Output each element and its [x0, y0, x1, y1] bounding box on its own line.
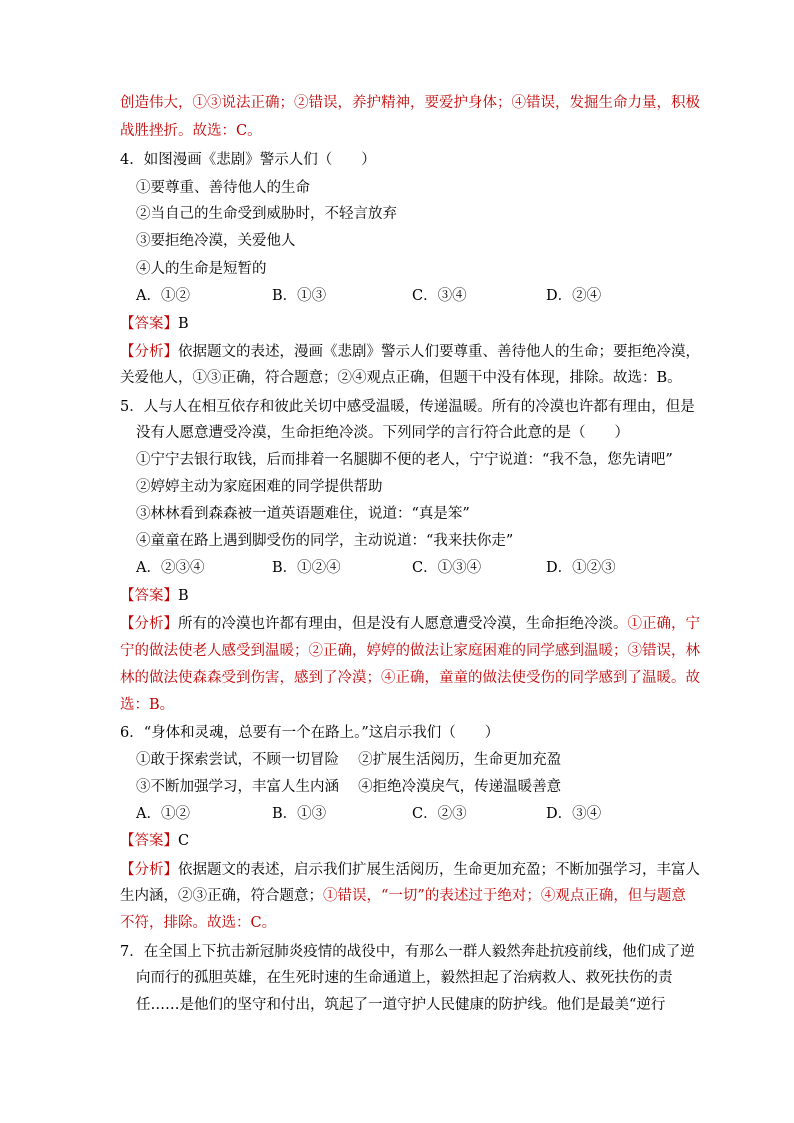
- body-text: 没有人愿意遭受冷漠，生命拒绝冷淡。下列同学的言行符合此意的是（ ）: [136, 425, 629, 441]
- analysis-text: 【分析】: [120, 616, 178, 632]
- answer-option: C．③④: [412, 288, 467, 304]
- answer-option: C．①③④: [412, 560, 482, 576]
- body-text: 7．在全国上下抗击新冠肺炎疫情的战役中，有那么一群人毅然奔赴抗疫前线，他们成了逆: [120, 944, 695, 960]
- body-text: ④人的生命是短暂的: [136, 261, 267, 277]
- analysis-text: 创造伟大，①③说法正确；②错误，养护精神，要爱护身体；④错误，发掘生命力量，积极: [120, 95, 700, 111]
- text-line: [136, 231, 296, 251]
- text-line: [136, 750, 561, 770]
- analysis-text: 【分析】: [120, 862, 178, 878]
- text-line: [120, 913, 276, 933]
- text-line: [120, 641, 700, 661]
- body-text: 关爱他人，①③正确，符合题意；②④观点正确，但题干中没有体现，排除。故选：B。: [120, 370, 682, 386]
- text-line: [120, 860, 700, 880]
- analysis-text: 选：B。: [120, 697, 175, 713]
- text-line: [136, 477, 383, 497]
- text-line: [120, 397, 695, 417]
- text-line: [136, 423, 629, 443]
- body-text: ③要拒绝冷漠，关爱他人: [136, 233, 296, 249]
- answer-option: A．①②: [136, 806, 190, 822]
- body-text: 依据题文的表述，启示我们扩展生活阅历，生命更加充盈；不断加强学习，丰富人: [178, 862, 700, 878]
- body-text: ④童童在路上遇到脚受伤的同学，主动说道：“我来扶你走”: [136, 533, 514, 549]
- text-line: [120, 368, 682, 388]
- text-line: [136, 259, 267, 279]
- analysis-text: ①正确，宁: [627, 616, 700, 632]
- text-line: [136, 777, 561, 797]
- body-text: ②婷婷主动为家庭困难的同学提供帮助: [136, 479, 383, 495]
- body-text: 依据题文的表述，漫画《悲剧》警示人们要尊重、善待他人的生命；要拒绝冷漠，: [178, 344, 700, 360]
- body-text: ③林林看到森森被一道英语题难住，说道：“真是笨”: [136, 506, 470, 522]
- body-text: ①敢于探索尝试，不顾一切冒险 ②扩展生活阅历，生命更加充盈: [136, 752, 562, 768]
- text-line: [136, 995, 665, 1015]
- body-text: 生内涵，②③正确，符合题意；: [120, 888, 323, 904]
- body-text: ②当自己的生命受到威胁时，不轻言放弃: [136, 206, 397, 222]
- text-line: [120, 695, 174, 715]
- answer-option: A．①②: [136, 288, 190, 304]
- text-line: [120, 93, 700, 113]
- answer-option: B．①③: [272, 806, 327, 822]
- text-line: [120, 723, 499, 743]
- answer-option: B．①③: [272, 288, 327, 304]
- analysis-text: 【分析】: [120, 344, 178, 360]
- body-text: ①要尊重、善待他人的生命: [136, 180, 310, 196]
- answer-option: A．②③④: [136, 560, 205, 576]
- body-text: 6．“身体和灵魂，总要有一个在路上。”这启示我们（ ）: [120, 725, 500, 741]
- body-text: 4．如图漫画《悲剧》警示人们（ ）: [120, 152, 376, 168]
- text-line: [136, 450, 673, 470]
- body-text: 向而行的孤胆英雄，在生死时速的生命通道上，毅然担起了治病救人、救死扶伤的责: [136, 970, 673, 986]
- body-text: C: [178, 833, 190, 849]
- body-text: 所有的冷漠也许都有理由，但是没有人愿意遭受冷漠，生命拒绝冷淡。: [178, 616, 628, 632]
- text-line: [120, 942, 695, 962]
- text-line: [120, 121, 262, 141]
- body-text: B: [178, 588, 189, 604]
- text-line: [120, 614, 700, 634]
- analysis-text: 林的做法使森森受到伤害，感到了冷漠；④正确，童童的做法使受伤的同学感到了温暖。故: [120, 670, 700, 686]
- text-line: [120, 150, 376, 170]
- text-line: [120, 831, 189, 851]
- body-text: ①宁宁去银行取钱，后而排着一名腿脚不便的老人，宁宁说道：“我不急，您先请吧”: [136, 452, 673, 468]
- text-line: [136, 204, 397, 224]
- answer-option: C．②③: [412, 806, 467, 822]
- answer-option: B．①②④: [272, 560, 341, 576]
- text-line: [136, 504, 470, 524]
- analysis-text: 【答案】: [120, 588, 178, 604]
- analysis-text: 不符，排除。故选：C。: [120, 915, 277, 931]
- answer-option: D．①②③: [546, 560, 616, 576]
- analysis-text: 【答案】: [120, 316, 178, 332]
- body-text: 5．人与人在相互依存和彼此关切中感受温暖，传递温暖。所有的冷漠也许都有理由，但是: [120, 399, 695, 415]
- text-line: [120, 586, 189, 606]
- text-line: [120, 342, 700, 362]
- text-line: [120, 314, 189, 334]
- body-text: ③不断加强学习，丰富人生内涵 ④拒绝冷漠戾气，传递温暖善意: [136, 779, 562, 795]
- answer-option: D．②④: [546, 288, 602, 304]
- body-text: B: [178, 316, 189, 332]
- answer-option: D．③④: [546, 806, 602, 822]
- text-line: [136, 968, 673, 988]
- text-line: [136, 178, 310, 198]
- analysis-text: ①错误，“一切”的表述过于绝对；④观点正确，但与题意: [323, 888, 686, 904]
- body-text: 任……是他们的坚守和付出，筑起了一道守护人民健康的防护线。他们是最美“逆行: [136, 997, 666, 1013]
- analysis-text: 宁的做法使老人感受到温暖；②正确，婷婷的做法让家庭困难的同学感到温暖；③错误，林: [120, 643, 700, 659]
- text-line: [120, 886, 686, 906]
- analysis-text: 【答案】: [120, 833, 178, 849]
- text-line: [136, 531, 513, 551]
- analysis-text: 战胜挫折。故选：C。: [120, 123, 262, 139]
- text-line: [120, 668, 700, 688]
